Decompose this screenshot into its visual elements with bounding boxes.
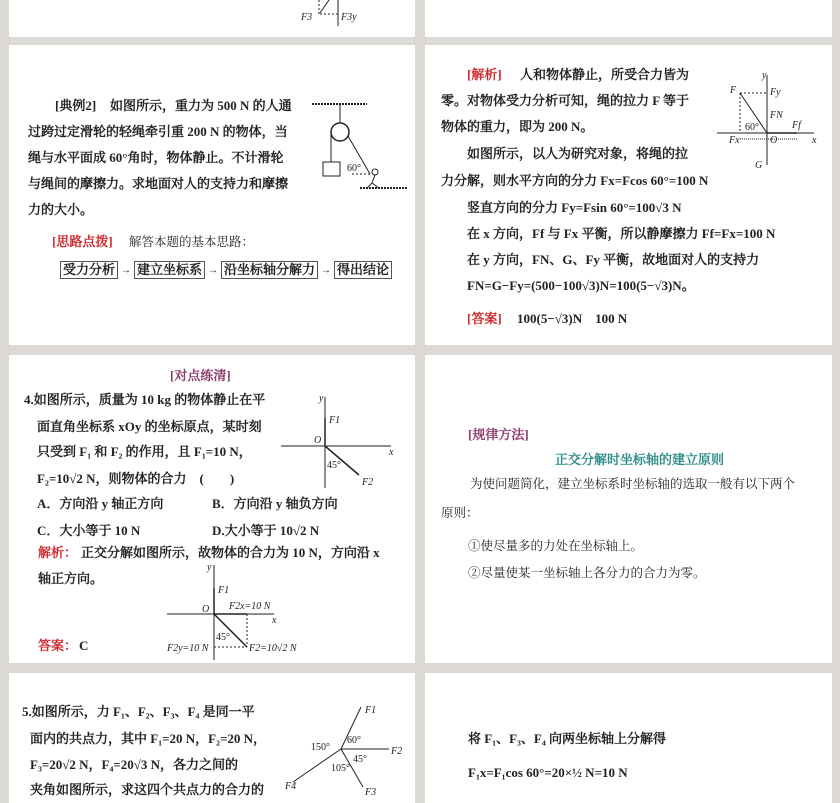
svg-text:60°: 60°	[347, 735, 361, 746]
svg-text:F4: F4	[285, 781, 297, 792]
solution-line: 零。对物体受力分析可知，绳的拉力 F 等于	[441, 93, 689, 108]
solution-line: 将 F₁、F₃、F₄ 向两坐标轴上分解得	[468, 731, 667, 746]
svg-text:45°: 45°	[216, 632, 230, 643]
slide-practice-4	[9, 355, 415, 663]
flow-step: 得出结论	[334, 261, 392, 279]
example-line: 与绳间的摩擦力。求地面对人的支持力和摩擦	[28, 176, 289, 191]
section-title: [对点练清]	[170, 368, 231, 383]
svg-text:G: G	[755, 160, 763, 171]
arrow-right-icon: →	[208, 264, 219, 276]
question-line: 面直角坐标系 xOy 的坐标原点，某时刻	[37, 419, 262, 434]
question-line: 只受到 F₁ 和 F₂ 的作用，且 F₁=10 N，	[37, 444, 252, 459]
example-line: 过跨过定滑轮的轻绳牵引重 200 N 的物体，当	[28, 124, 288, 139]
svg-text:x: x	[272, 615, 277, 626]
svg-text:F1: F1	[365, 705, 377, 716]
arrow-right-icon: →	[321, 264, 332, 276]
force-diagram-2	[159, 560, 309, 660]
example-line: 力的大小。	[28, 202, 94, 217]
solution-line: 力分解，则水平方向的分力 Fx=Fcos 60°=100 N	[441, 173, 709, 188]
svg-text:F2y=10 N: F2y=10 N	[167, 643, 209, 654]
svg-text:60°: 60°	[745, 122, 759, 133]
question-line: 5.如图所示，力 F₁、F₂、F₃、F₄ 是同一平	[22, 704, 255, 719]
solution-line: 竖直方向的分力 Fy=Fsin 60°=100√3 N	[467, 200, 682, 215]
option-d: D.大小等于 10√2 N	[212, 523, 320, 538]
method-rule-1: ①使尽量多的力处在坐标轴上。	[468, 538, 644, 553]
solution-flow	[60, 261, 392, 279]
question-line: 夹角如图所示，求这四个共点力的合力的	[30, 782, 265, 797]
slide-solution-5	[425, 673, 832, 803]
method-rule-2: ②尽量使某一坐标轴上各分力的合力为零。	[468, 565, 706, 580]
solution-line: FN=G−Fy=(500−100√3)N=100(5−√3)N。	[467, 278, 695, 293]
svg-text:F2: F2	[391, 746, 403, 757]
question-line: F₃=20√2 N，F₄=20√3 N，各力之间的	[30, 757, 239, 772]
svg-text:y: y	[319, 393, 324, 404]
svg-text:F2x=10 N: F2x=10 N	[229, 601, 271, 612]
answer-tag: 答案：	[38, 638, 78, 653]
option-b: B．方向沿 y 轴负方向	[212, 496, 338, 511]
svg-text:F2: F2	[362, 477, 374, 488]
force-diagram-partial	[289, 0, 389, 37]
arrow-right-icon: →	[121, 264, 132, 276]
option-a: A．方向沿 y 轴正方向	[37, 496, 164, 511]
svg-text:F3y: F3y	[341, 12, 357, 23]
answer-tag: [答案]	[467, 311, 502, 326]
example-tag: [典例2]	[55, 98, 97, 113]
slide-example-2	[9, 45, 415, 345]
svg-text:F: F	[730, 85, 737, 96]
force-diagram-5	[281, 707, 401, 797]
svg-text:y: y	[762, 70, 767, 81]
slide-method	[425, 355, 832, 663]
answer-value: C	[79, 638, 89, 653]
svg-text:Ff: Ff	[792, 120, 801, 131]
svg-text:60°: 60°	[347, 163, 361, 174]
method-paragraph: 原则：	[441, 505, 479, 520]
flow-step: 建立坐标系	[134, 261, 205, 279]
solution-line: 如图所示，以人为研究对象，将绳的拉	[467, 146, 689, 161]
svg-text:F2=10√2 N: F2=10√2 N	[249, 643, 297, 654]
svg-text:FN: FN	[770, 110, 783, 121]
slide-top-left	[9, 0, 415, 37]
example-line: 如图所示，重力为 500 N 的人通	[110, 98, 292, 113]
method-paragraph: 为使问题简化，建立坐标系时坐标轴的选取一般有以下两个	[470, 476, 796, 491]
slide-top-right	[425, 0, 832, 37]
option-c: C．大小等于 10 N	[37, 523, 141, 538]
slide-practice-5	[9, 673, 415, 803]
hint-tag: [思路点拨]	[52, 234, 113, 249]
svg-text:F1: F1	[329, 415, 341, 426]
method-title: 正交分解时坐标轴的建立原则	[555, 452, 725, 467]
flow-step: 受力分析	[60, 261, 118, 279]
pulley-diagram	[302, 100, 402, 195]
solution-tag: [解析]	[467, 67, 502, 82]
question-line: F₂=10√2 N，则物体的合力 ( )	[37, 471, 235, 486]
svg-text:105°: 105°	[331, 763, 350, 774]
solution-line: 物体的重力，即为 200 N。	[441, 119, 594, 134]
example-line: 绳与水平面成 60°角时，物体静止。不计滑轮	[28, 150, 284, 165]
question-line: 面内的共点力，其中 F₁=20 N，F₂=20 N，	[30, 731, 267, 746]
svg-text:F3: F3	[301, 12, 313, 23]
svg-text:45°: 45°	[327, 460, 341, 471]
svg-text:O: O	[770, 135, 778, 146]
svg-text:F1: F1	[218, 585, 230, 596]
svg-text:Fy: Fy	[770, 87, 781, 98]
force-diagram	[712, 70, 817, 171]
svg-text:O: O	[202, 604, 210, 615]
force-diagram-1	[279, 393, 399, 488]
svg-text:45°: 45°	[353, 754, 367, 765]
question-line: 4.如图所示，质量为 10 kg 的物体静止在平	[24, 392, 266, 407]
svg-text:y: y	[207, 562, 212, 573]
solution-line: 在 y 方向，FN、G、Fy 平衡，故地面对人的支持力	[467, 252, 760, 267]
analysis-tag: 解析：	[38, 545, 78, 560]
solution-line: F₁x=F₁cos 60°=20×½ N=10 N	[468, 765, 628, 780]
answer-value: 100(5−√3)N 100 N	[517, 311, 628, 326]
svg-text:Fx: Fx	[729, 135, 740, 146]
svg-text:150°: 150°	[311, 742, 330, 753]
svg-text:x: x	[389, 447, 394, 458]
solution-line: 人和物体静止，所受合力皆为	[520, 67, 690, 82]
slide-solution-2	[425, 45, 832, 345]
solution-line: 在 x 方向，Ff 与 Fx 平衡，所以静摩擦力 Ff=Fx=100 N	[467, 226, 776, 241]
svg-text:x: x	[812, 135, 817, 146]
method-tag: [规律方法]	[468, 427, 529, 442]
svg-text:F3: F3	[365, 787, 377, 798]
analysis-text: 正交分解如图所示，故物体的合力为 10 N，方向沿 x	[81, 545, 380, 560]
analysis-text: 轴正方向。	[38, 571, 104, 586]
hint-text: 解答本题的基本思路：	[129, 234, 255, 249]
flow-step: 沿坐标轴分解力	[221, 261, 318, 279]
svg-text:O: O	[314, 435, 322, 446]
